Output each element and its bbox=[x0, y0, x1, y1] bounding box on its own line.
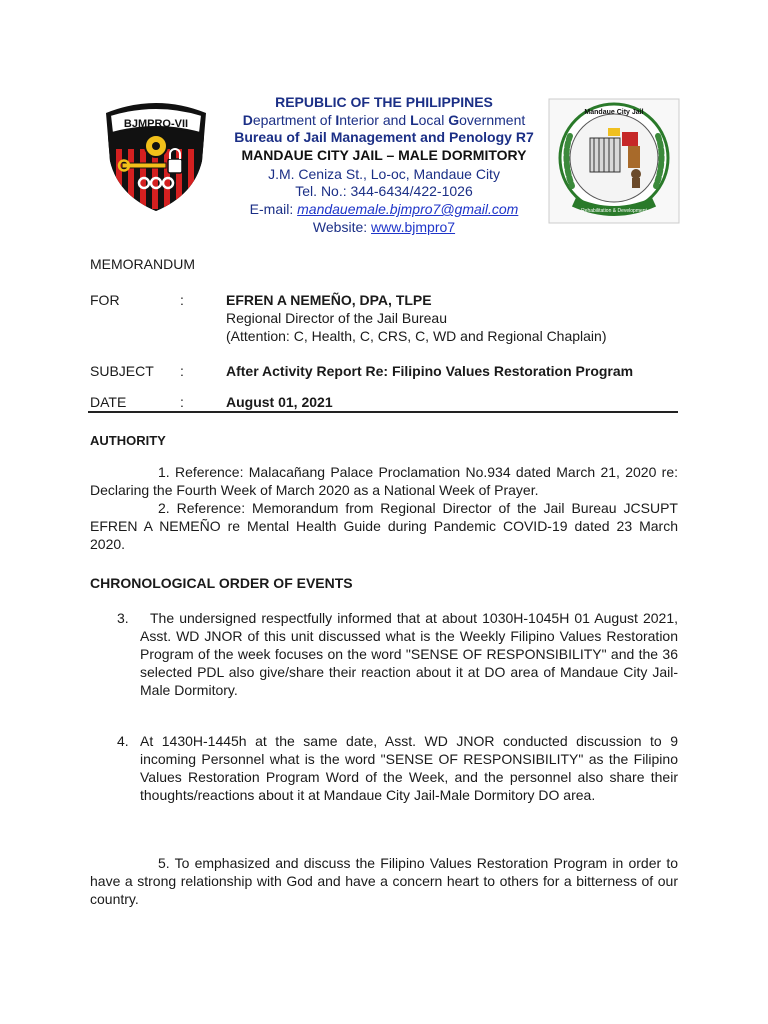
republic-heading: REPUBLIC OF THE PHILIPPINES bbox=[275, 94, 493, 110]
date-colon: : bbox=[180, 394, 184, 410]
subject-value: After Activity Report Re: Filipino Values Restoration Program bbox=[226, 363, 634, 379]
for-label: FOR bbox=[90, 292, 120, 308]
events-heading: CHRONOLOGICAL ORDER OF EVENTS bbox=[90, 575, 353, 591]
address-line: J.M. Ceniza St., Lo-oc, Mandaue City bbox=[268, 166, 500, 182]
memorandum-title: MEMORANDUM bbox=[90, 256, 195, 272]
for-name: EFREN A NEMEÑO, DPA, TLPE bbox=[226, 292, 432, 308]
dilg-part: epartment of bbox=[252, 112, 336, 128]
date-label: DATE bbox=[90, 394, 127, 410]
event-paragraph-5: 5. To emphasized and discuss the Filipino Values Restoration Program in order to have a strong relationship with God and have a concern heart to others for a bitterness of our country. bbox=[90, 855, 678, 907]
event-item-4: At 1430H-1445h at the same date, Asst. WD JNOR conducted discussion to 9 incoming Personnel what is the word "SENSE OF RESPONSIBILITY" as the Filipino Values Restoration Program Word of the Week, and the personnel also share their thoughts/reactions about it at Mandaue City Jail-Male Dormitory DO area. bbox=[140, 733, 678, 803]
dilg-part: ocal bbox=[418, 112, 449, 128]
website-label: Website: bbox=[312, 219, 372, 235]
bjmp-logo-text: BJMPRO-VII bbox=[123, 118, 189, 130]
event-item-3: The undersigned respectfully informed that at about 1030H-1045H 01 August 2021, Asst. WD JNOR of this unit discussed what is the Weekly Filipino Values Restoration Program of the week focuses on the word "SENSE OF RESPONSIBILITY" and the 36 selected PDL also give/share their reaction about it at DO area of Mandaue City Jail- Male Dormitory. bbox=[140, 610, 678, 698]
date-value: August 01, 2021 bbox=[226, 394, 333, 410]
item-4-number: 4. bbox=[117, 733, 129, 749]
authority-paragraph-1: 1. Reference: Malacañang Palace Proclamation No.934 dated March 21, 2020 re: Declaring the Fourth Week of March 2020 as a National Week of Prayer. bbox=[90, 464, 678, 498]
dilg-l: L bbox=[410, 112, 419, 128]
dilg-i: I bbox=[335, 112, 340, 128]
for-position: Regional Director of the Jail Bureau bbox=[226, 310, 448, 326]
department-line bbox=[0, 112, 768, 128]
dilg-d: D bbox=[242, 112, 253, 128]
dilg-part: nterior and bbox=[339, 112, 411, 128]
item-3-number: 3. bbox=[117, 610, 129, 626]
subject-colon: : bbox=[180, 363, 184, 379]
jail-heading: MANDAUE CITY JAIL – MALE DORMITORY bbox=[241, 147, 527, 163]
email-link[interactable]: mandauemale.bjmpro7@gmail.com bbox=[297, 201, 519, 217]
dilg-part: overnment bbox=[459, 112, 526, 128]
email-line bbox=[0, 201, 768, 217]
seal-bottom-text: Rehabilitation & Development bbox=[581, 208, 647, 214]
for-colon: : bbox=[180, 292, 184, 308]
subject-label: SUBJECT bbox=[90, 363, 154, 379]
header-divider bbox=[88, 411, 678, 413]
bureau-heading: Bureau of Jail Management and Penology R7 bbox=[234, 129, 534, 145]
email-label: E-mail: bbox=[249, 201, 298, 217]
telephone-line: Tel. No.: 344-6434/422-1026 bbox=[295, 183, 473, 199]
dilg-g: G bbox=[448, 112, 460, 128]
for-attention: (Attention: C, Health, C, CRS, C, WD and Regional Chaplain) bbox=[226, 328, 607, 344]
seal-top-text: Mandaue City Jail bbox=[584, 109, 644, 116]
authority-paragraph-2: 2. Reference: Memorandum from Regional Director of the Jail Bureau JCSUPT EFREN A NEMEÑO re Mental Health Guide during Pandemic COVID-19 dated 23 March 2020. bbox=[90, 500, 678, 552]
authority-heading: AUTHORITY bbox=[90, 433, 166, 448]
website-link[interactable]: www.bjmpro7 bbox=[371, 219, 456, 235]
website-line bbox=[0, 219, 768, 235]
